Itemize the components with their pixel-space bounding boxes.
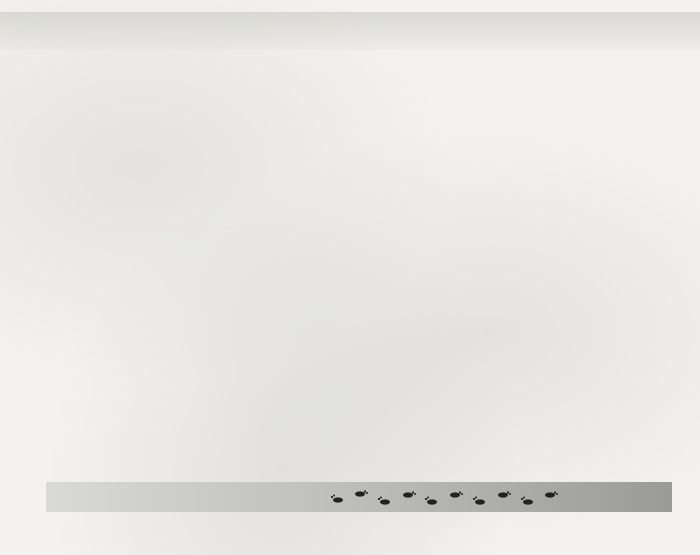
footprints-icon [330, 486, 560, 510]
header-band [0, 12, 700, 50]
